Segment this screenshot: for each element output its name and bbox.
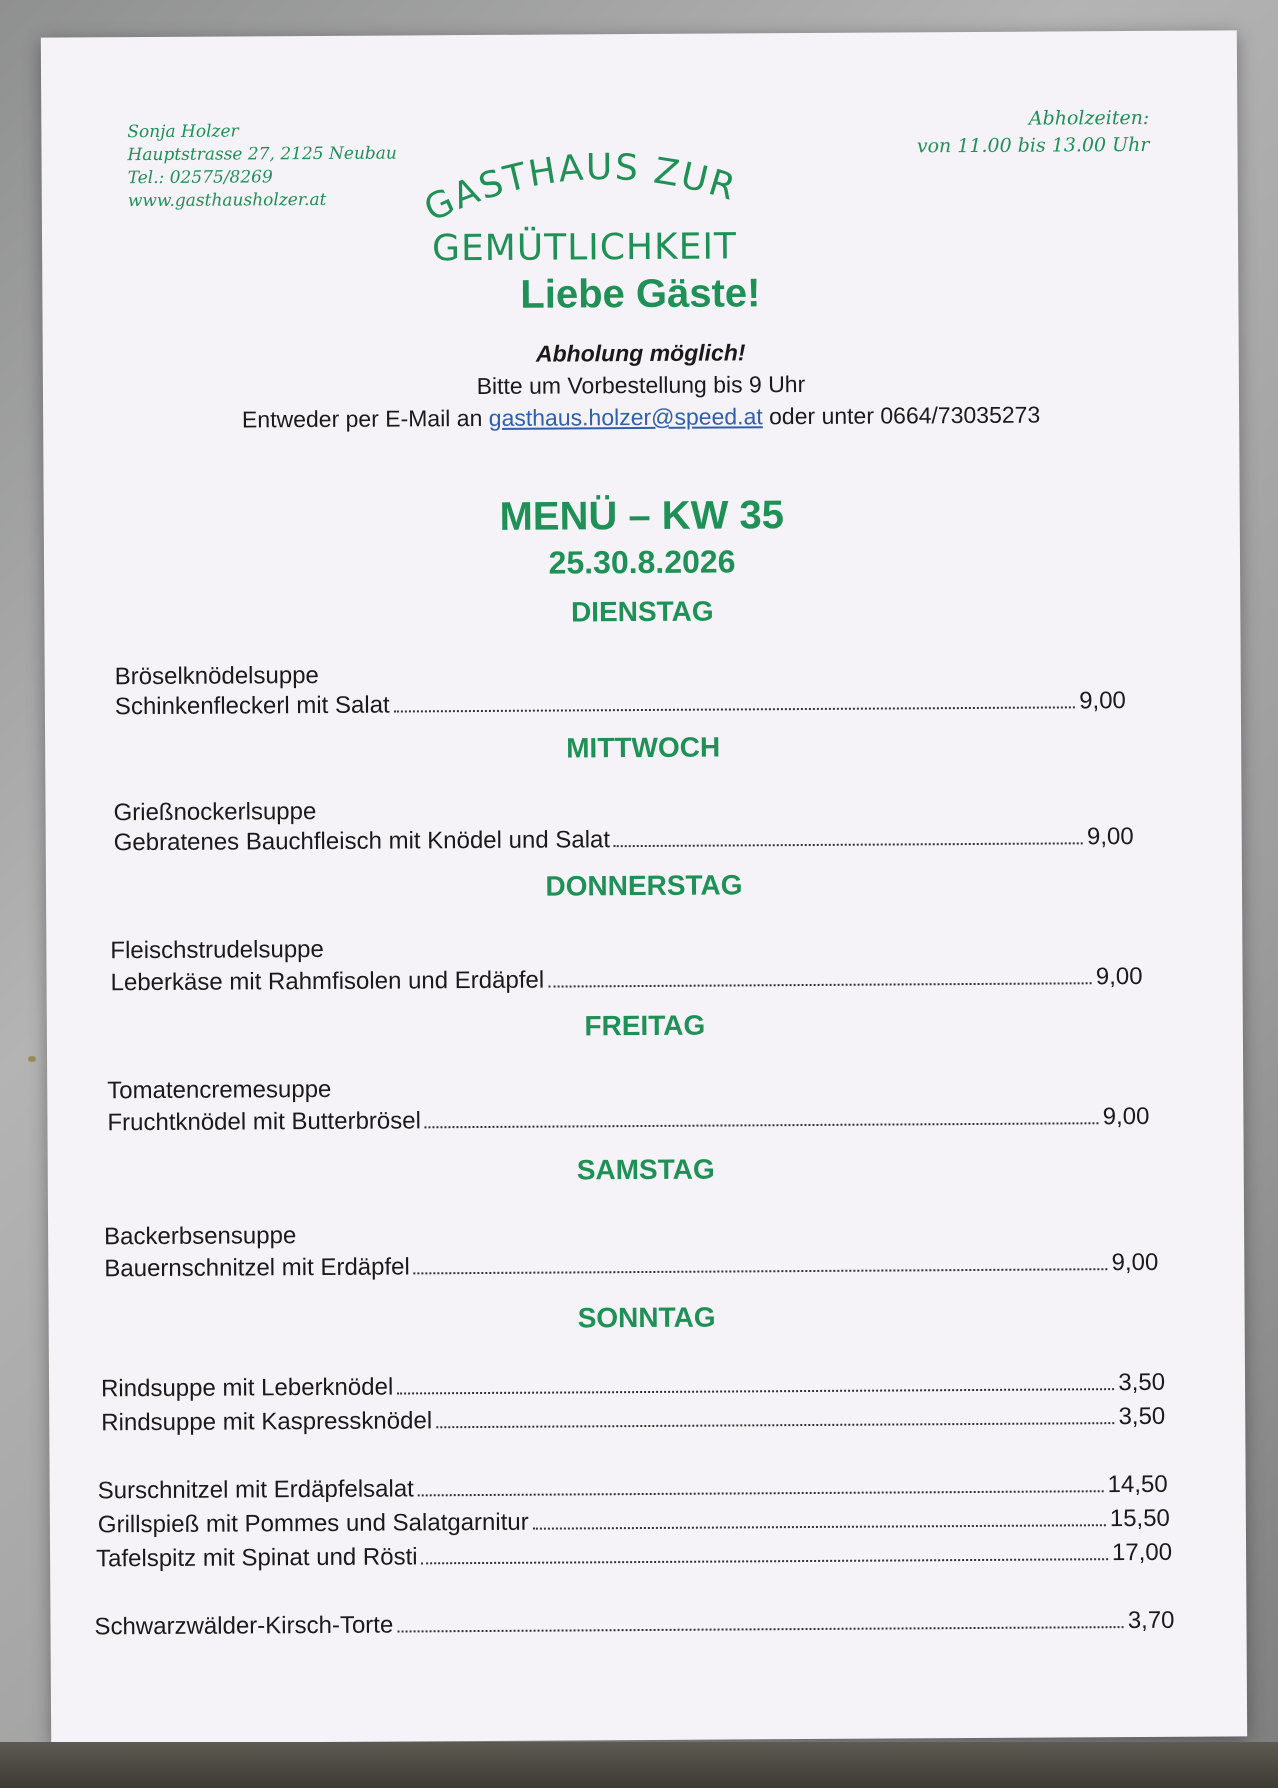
dish-name: Leberkäse mit Rahmfisolen und Erdäpfel xyxy=(110,966,545,997)
table-edge xyxy=(0,1742,1278,1788)
dish-name: Rindsuppe mit Leberknödel xyxy=(100,1373,394,1403)
dish-name: Rindsuppe mit Kaspressknödel xyxy=(101,1407,433,1437)
street-address: Hauptstrasse 27, 2125 Neubau xyxy=(127,143,397,166)
soup-mittwoch: Grießnockerlsuppe xyxy=(113,798,317,827)
dot-leader xyxy=(533,1524,1106,1530)
menu-title: MENÜ – KW 35 xyxy=(499,493,785,539)
dish-price: 9,00 xyxy=(1111,1248,1159,1277)
menu-line-sonntag-2 xyxy=(101,1403,1165,1437)
logo-line2: GEMÜTLICHKEIT xyxy=(431,226,738,270)
dot-leader xyxy=(397,1626,1124,1632)
dish-name: Schwarzwälder-Kirsch-Torte xyxy=(94,1611,394,1641)
greeting-heading: Liebe Gäste! xyxy=(520,271,761,317)
dish-name: Schinkenfleckerl mit Salat xyxy=(114,691,390,721)
dot-leader xyxy=(614,842,1083,847)
menu-line-donnerstag xyxy=(110,963,1142,997)
menu-dates: 25.30.8.2026 xyxy=(548,543,736,581)
day-heading-mittwoch: MITTWOCH xyxy=(566,731,721,764)
day-heading-sonntag: SONNTAG xyxy=(577,1301,716,1334)
dish-name: Tafelspitz mit Spinat und Rösti xyxy=(96,1543,418,1573)
pickup-times-label: Abholzeiten: xyxy=(1028,106,1150,130)
dot-leader xyxy=(414,1268,1108,1274)
dish-name: Bauernschnitzel mit Erdäpfel xyxy=(104,1253,410,1283)
dish-name: Fruchtknödel mit Butterbrösel xyxy=(107,1107,421,1137)
dish-price: 3,50 xyxy=(1118,1368,1166,1397)
dish-price: 9,00 xyxy=(1102,1102,1150,1131)
dot-leader xyxy=(394,706,1075,712)
dish-name: Gebratenes Bauchfleisch mit Knödel und Salat xyxy=(113,826,611,857)
logo-line1: GASTHAUS ZUR xyxy=(418,146,742,231)
website[interactable]: www.gasthausholzer.at xyxy=(127,189,327,212)
dish-price: 9,00 xyxy=(1079,687,1126,715)
menu-line-mittwoch xyxy=(114,823,1134,857)
address-block xyxy=(127,119,458,213)
dot-leader xyxy=(418,1490,1104,1496)
menu-line-samstag xyxy=(104,1249,1158,1283)
pickup-times: von 11.00 bis 13.00 Uhr xyxy=(916,133,1150,158)
dot-leader xyxy=(436,1422,1114,1428)
dish-price: 3,70 xyxy=(1127,1606,1175,1635)
menu-line-sonntag-5 xyxy=(96,1539,1172,1574)
dish-price: 14,50 xyxy=(1107,1470,1168,1499)
dot-leader xyxy=(422,1558,1108,1564)
menu-line-dienstag xyxy=(115,687,1126,721)
menu-line-sonntag-3 xyxy=(98,1471,1168,1506)
dot-leader xyxy=(397,1388,1114,1394)
contact-prefix: Entweder per E-Mail an xyxy=(241,404,483,433)
menu-sheet xyxy=(41,30,1247,1743)
day-heading-dienstag: DIENSTAG xyxy=(570,595,714,628)
paper-stain xyxy=(28,1056,36,1062)
day-heading-donnerstag: DONNERSTAG xyxy=(545,869,743,902)
dot-leader xyxy=(548,982,1092,987)
dish-price: 17,00 xyxy=(1111,1538,1173,1567)
dish-price: 9,00 xyxy=(1086,823,1134,851)
pickup-times-block xyxy=(809,105,1149,161)
contact-suffix: oder unter 0664/73035273 xyxy=(769,401,1041,430)
dish-price: 9,00 xyxy=(1095,962,1143,991)
dish-price: 15,50 xyxy=(1109,1504,1170,1533)
day-heading-samstag: SAMSTAG xyxy=(576,1153,715,1186)
menu-line-sonntag-4 xyxy=(98,1505,1170,1540)
menu-line-freitag xyxy=(107,1103,1149,1137)
preorder-note: Bitte um Vorbestellung bis 9 Uhr xyxy=(476,371,806,400)
pickup-note: Abholung möglich! xyxy=(535,339,746,367)
dish-name: Grillspieß mit Pommes und Salatgarnitur xyxy=(97,1508,529,1539)
dish-name: Surschnitzel mit Erdäpfelsalat xyxy=(97,1475,414,1505)
soup-dienstag: Bröselknödelsuppe xyxy=(114,661,319,691)
owner-name: Sonja Holzer xyxy=(127,121,239,143)
dish-price: 3,50 xyxy=(1118,1402,1166,1431)
dot-leader xyxy=(425,1122,1099,1128)
contact-line xyxy=(43,400,1239,434)
email-link[interactable]: gasthaus.holzer@speed.at xyxy=(488,403,763,431)
soup-freitag: Tomatencremesuppe xyxy=(107,1075,332,1105)
menu-line-sonntag-1 xyxy=(101,1369,1165,1403)
menu-line-sonntag-6 xyxy=(94,1607,1174,1642)
day-heading-freitag: FREITAG xyxy=(584,1009,706,1042)
soup-samstag: Backerbsensuppe xyxy=(104,1222,297,1251)
soup-donnerstag: Fleischstrudelsuppe xyxy=(110,935,324,965)
phone-number: Tel.: 02575/8269 xyxy=(127,167,273,189)
